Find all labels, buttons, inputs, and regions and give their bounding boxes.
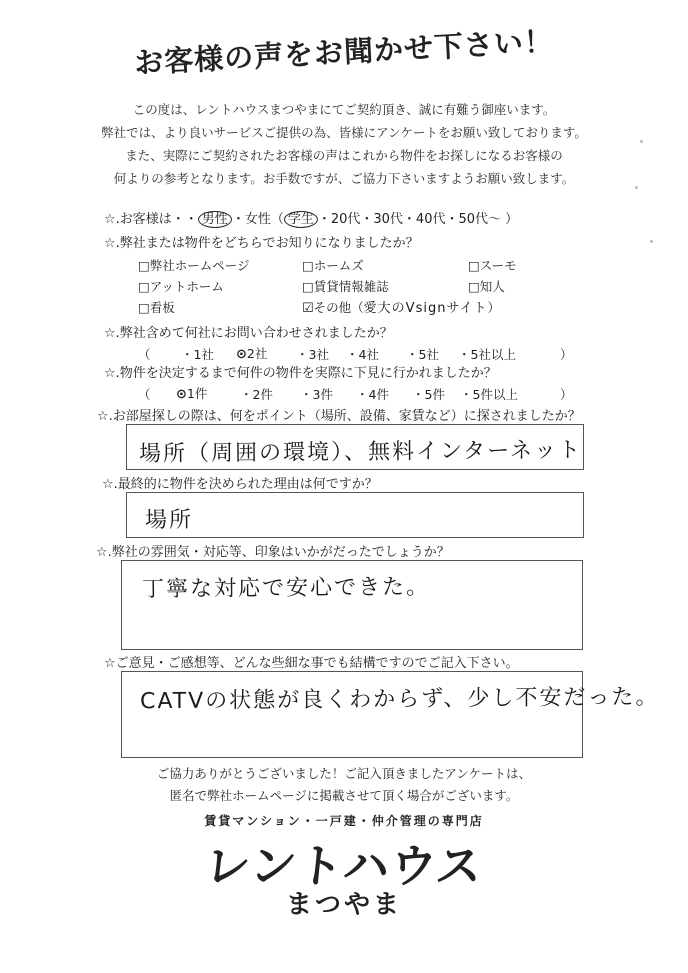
scan-speck: [650, 240, 653, 243]
q4-option-1[interactable]: [176, 384, 207, 402]
q8-answer: CATVの状態が良くわからず、少し不安だった。: [139, 684, 660, 715]
q5-answer: 場所（周囲の環境）、無料インターネット: [138, 438, 583, 467]
q1-prefix: ☆.お客様は・・: [104, 212, 198, 227]
q3-label: ☆.弊社含めて何社にお問い合わせされましたか？: [104, 326, 393, 341]
q5-label: ☆.お部屋探しの際は、何をポイント（場所、設備、家賃など）に探されましたか？: [97, 409, 581, 424]
q3-option-1[interactable]: ・1社: [181, 347, 214, 362]
q3-open: （: [138, 347, 151, 362]
q4-label: ☆.物件を決定するまで何件の物件を実際に下見に行かれましたか？: [104, 366, 497, 381]
q1-male-option[interactable]: 男性: [198, 211, 232, 228]
q2-option-sign[interactable]: □看板: [138, 300, 175, 315]
q1-ages[interactable]: ・20代・30代・40代・50代～ ）: [317, 212, 519, 227]
q1-female-option[interactable]: ・女性（: [231, 212, 284, 227]
intro-line-1: この度は、レントハウスまつやまにてご契約頂き、誠に有難う御座います。: [132, 102, 556, 117]
q6-label: ☆.最終的に物件を決められた理由は何ですか？: [102, 477, 378, 492]
q4-option-3[interactable]: ・3件: [300, 387, 333, 402]
q3-close: ）: [560, 347, 573, 362]
q3-option-2[interactable]: [236, 344, 267, 362]
q3-option-4[interactable]: ・4社: [346, 347, 379, 362]
q4-open: （: [138, 387, 151, 402]
q8-answer-box[interactable]: [121, 671, 660, 758]
q8-label: ☆ご意見・ご感想等、どんな些細な事でも結構ですのでご記入下さい。: [104, 656, 519, 671]
q1-row: [104, 208, 518, 228]
q7-label: ☆.弊社の雰囲気・対応等、印象はいかがだったでしょうか？: [96, 545, 450, 560]
closing-line-2: 匿名で弊社ホームページに掲載させて頂く場合がございます。: [169, 788, 519, 803]
q4-option-6[interactable]: ・5件以上: [460, 387, 518, 402]
q3-option-5[interactable]: ・5社: [406, 347, 439, 362]
q2-other-close: ）: [487, 300, 501, 315]
q5-answer-box[interactable]: [126, 424, 584, 470]
intro-line-3: また、実際にご契約されたお客様の声はこれから物件をお探しになるお客様の: [125, 148, 563, 163]
q2-option-hp[interactable]: □弊社ホームページ: [138, 258, 250, 273]
q2-label: ☆.弊社または物件をどちらでお知りになりましたか？: [104, 236, 419, 251]
scan-speck: [635, 186, 638, 189]
q6-answer: 場所: [144, 507, 194, 534]
q2-option-suumo[interactable]: □スーモ: [468, 258, 517, 273]
selected-circle-icon: ⊙: [176, 387, 187, 402]
q7-answer: 丁寧な対応で安心できた。: [141, 574, 431, 603]
q2-other-answer[interactable]: 愛大のVsignサイト: [363, 301, 488, 316]
q1-student-option[interactable]: 学生: [284, 211, 318, 228]
page-title: お客様の声をお聞かせ下さい！: [133, 24, 555, 80]
q2-option-friend[interactable]: □知人: [468, 279, 505, 294]
q4-option-1-label: 1件: [186, 386, 208, 401]
q4-close: ）: [560, 387, 573, 402]
q3-option-3[interactable]: ・3社: [296, 347, 329, 362]
scan-speck: [640, 140, 643, 143]
q4-option-5[interactable]: ・5件: [412, 387, 445, 402]
q2-option-athome[interactable]: □アットホーム: [138, 279, 224, 294]
logo-name: レントハウス: [201, 839, 486, 893]
q3-option-6[interactable]: ・5社以上: [458, 347, 516, 362]
q2-other-label: その他（: [313, 300, 364, 315]
q7-answer-box[interactable]: [121, 560, 583, 650]
intro-line-2: 弊社では、より良いサービスご提供の為、皆様にアンケートをお願い致しております。: [101, 125, 587, 140]
checkmark-icon: ☑: [302, 301, 314, 316]
q2-option-other[interactable]: [302, 297, 500, 316]
q2-option-homes[interactable]: □ホームズ: [302, 258, 364, 273]
q4-option-4[interactable]: ・4件: [356, 387, 389, 402]
logo-tagline: 賃貸マンション・一戸建・仲介管理の専門店: [204, 814, 484, 828]
q4-option-2[interactable]: ・2件: [240, 387, 273, 402]
intro-line-4: 何よりの参考となります。お手数ですが、ご協力下さいますようお願い致します。: [113, 171, 575, 186]
q3-option-2-label: 2社: [246, 346, 268, 361]
logo-city: まつやま: [285, 890, 402, 920]
closing-line-1: ご協力ありがとうございました！ご記入頂きましたアンケートは、: [156, 766, 532, 781]
selected-circle-icon: ⊙: [236, 347, 247, 362]
q6-answer-box[interactable]: [126, 492, 584, 538]
q2-option-magazine[interactable]: □賃貸情報雑誌: [302, 279, 389, 294]
